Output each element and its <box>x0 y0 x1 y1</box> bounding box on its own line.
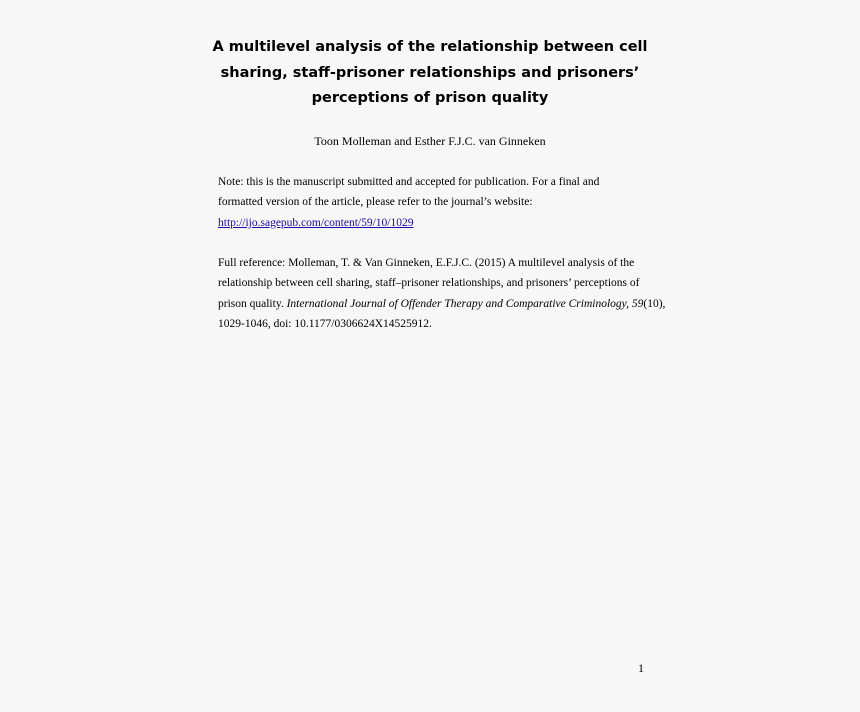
title-line: A multilevel analysis of the relationship between cell <box>212 39 648 55</box>
journal-name: International Journal of Offender Therapy and Comparative Criminology, 59 <box>286 297 644 310</box>
reference-line: relationship between cell sharing, staff–prisoner relationships, and prisoners’ perceptions of <box>218 277 640 290</box>
reference-line <box>218 294 666 314</box>
reference-text: (10), <box>643 297 666 310</box>
title-line: sharing, staff-prisoner relationships and prisoners’ <box>220 64 640 81</box>
publication-note <box>218 172 658 233</box>
reference-line: 1029-1046, doi: 10.1177/0306624X14525912. <box>218 317 432 330</box>
paper-title <box>200 35 660 112</box>
reference-line: Full reference: Molleman, T. & Van Ginneken, E.F.J.C. (2015) A multilevel analysis of the <box>218 257 635 269</box>
journal-website-link[interactable]: http://ijo.sagepub.com/content/59/10/1029 <box>218 216 414 229</box>
note-line <box>218 213 658 233</box>
full-reference <box>218 253 666 334</box>
page-number: 1 <box>638 661 644 675</box>
title-line: perceptions of prison quality <box>311 90 549 106</box>
note-line: formatted version of the article, please refer to the journal’s website: <box>218 196 533 209</box>
note-line: Note: this is the manuscript submitted and accepted for publication. For a final and <box>218 176 600 188</box>
paper-authors: Toon Molleman and Esther F.J.C. van Ginneken <box>314 134 546 148</box>
reference-text: prison quality. <box>218 297 287 310</box>
